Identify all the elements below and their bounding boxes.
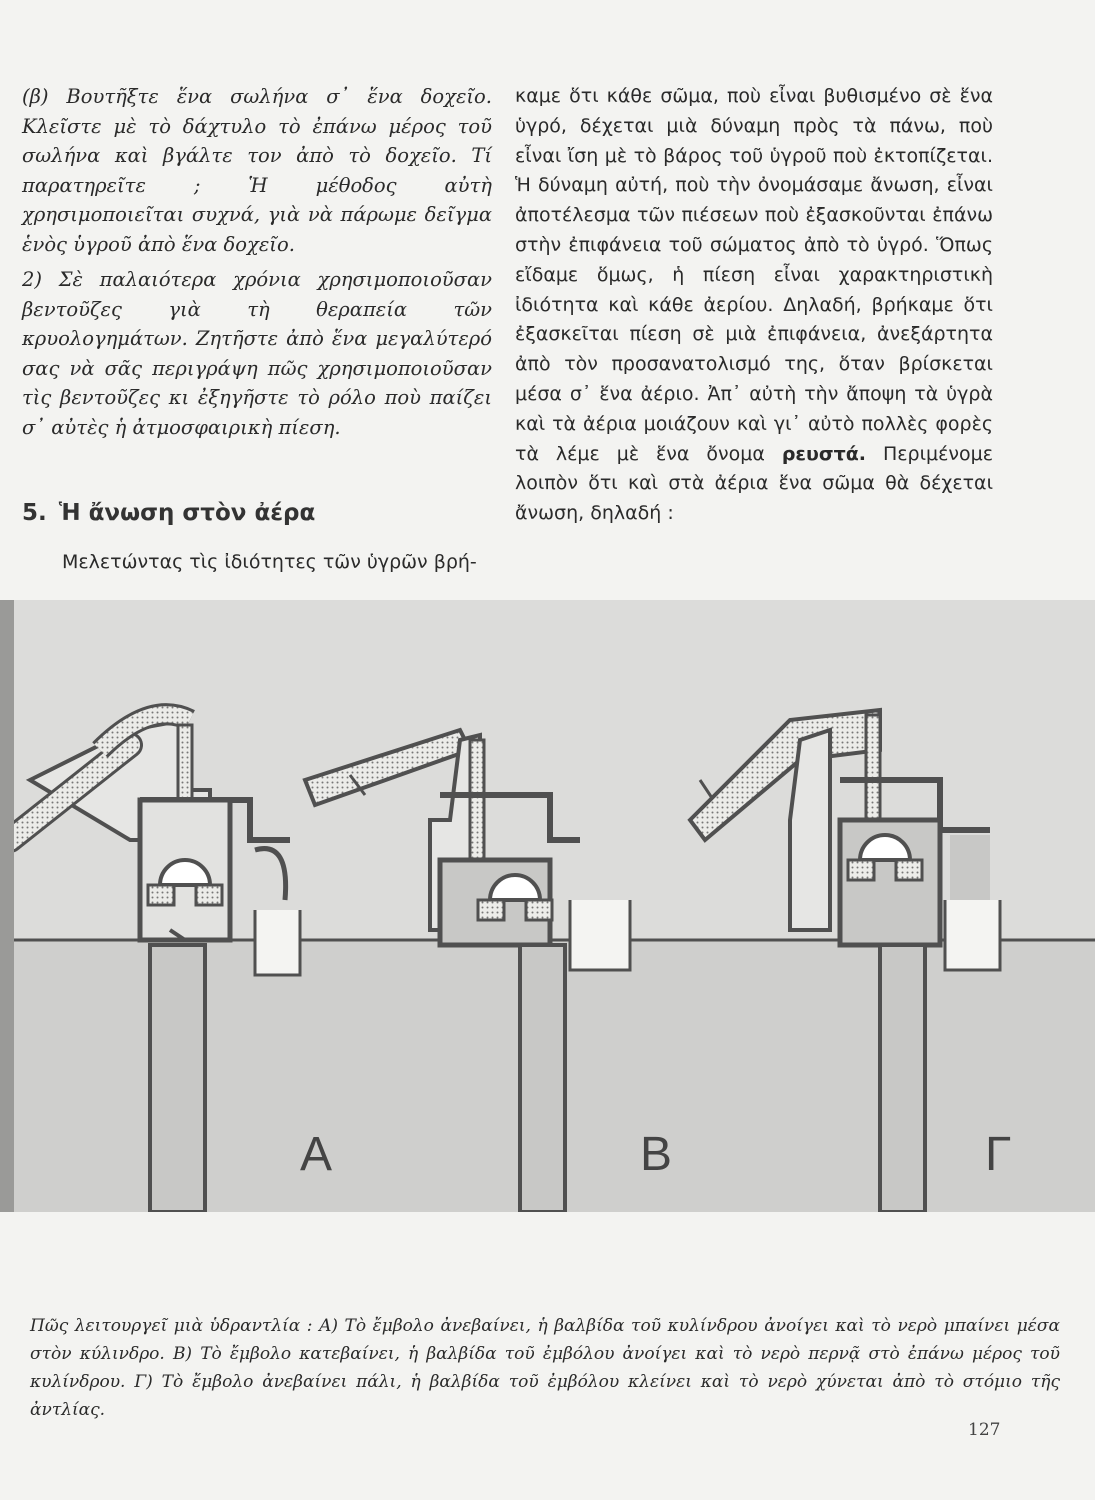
body-paragraph-start: Μελετώντας τὶς ἰδιότητες τῶν ὑγρῶν βρή-: [62, 551, 477, 573]
pump-diagram: [0, 600, 1095, 1212]
panel-label-a: A: [300, 1128, 333, 1181]
section-title: Ἡ ἄνωση στὸν ἀέρα: [58, 500, 316, 526]
figure-caption: Πῶς λειτουργεῖ μιὰ ὑδραντλία : Α) Τὸ ἔμβολο ἀνεβαίνει, ἡ βαλβίδα τοῦ κυλίνδρου ἀνοίγει καὶ τὸ νερὸ μπαίνει μέσα στὸν κύλινδρο. Β) Τὸ ἔμβολο κατεβαίνει, ἡ βαλβίδα τοῦ ἐμβόλου ἀνοίγει καὶ τὸ νερὸ περνᾷ στὸ ἐπάνω μέρος τοῦ κυλίνδρου. Γ) Τὸ ἔμβολο ἀνεβαίνει πάλι, ἡ βαλβίδα τοῦ ἐμβόλου κλείνει καὶ τὸ νερὸ χύνεται ἀπὸ τὸ στόμιο τῆς ἀντλίας.: [30, 1316, 1060, 1420]
section-heading: [22, 500, 492, 526]
panel-label-gamma: Γ: [985, 1128, 1012, 1181]
body-paragraph-continued: καμε ὅτι κάθε σῶμα, ποὺ εἶναι βυθισμένο σὲ ἕνα ὑγρό, δέχεται μιὰ δύναμη πρὸς τὰ πάνω, ποὺ εἶναι ἴση μὲ τὸ βάρος τοῦ ὑγροῦ ποὺ ἐκτοπίζεται. Ἡ δύναμη αὐτή, ποὺ τὴν ὀνομάσαμε ἄνωση, εἶναι ἀποτέλεσμα τῶν πιέσεων ποὺ ἐξασκοῦνται ἐπάνω στὴν ἐπιφάνεια τοῦ σώματος ἀπὸ τὸ ὑγρό. Ὅπως εἴδαμε ὅμως, ἡ πίεση εἶναι χαρακτηριστικὴ ἰδιότητα καὶ κάθε ἀερίου. Δηλαδή, βρήκαμε ὅτι ἐξασκεῖται πίεση σὲ μιὰ ἐπιφάνεια, ἀνεξάρτητα ἀπὸ τὸν προσανατολισμό της, ὅταν βρίσκεται μέσα σ᾽ ἕνα ἀέριο. Ἀπ᾽ αὐτὴ τὴν ἄποψη τὰ ὑγρὰ καὶ τὰ ἀέρια μοιάζουν καὶ γι᾽ αὐτὸ πολλὲς φορὲς τὰ λέμε μὲ ἕνα ὄνομα: [515, 85, 993, 465]
panel-label-b: B: [640, 1128, 673, 1181]
page-edge-shadow: [0, 600, 14, 1212]
exercise-paragraph-2: 2) Σὲ παλαιότερα χρόνια χρησιμοποιοῦσαν βεντοῦζες γιὰ τὴ θεραπεία τῶν κρυολογημάτων. Ζητῆστε ἀπὸ ἕνα μεγαλύτερό σας νὰ σᾶς περιγράψη πῶς χρησιμοποιοῦσαν τὶς βεντοῦζες κι ἐξηγῆστε τὸ ρόλο ποὺ παίζει σ᾽ αὐτὲς ἡ ἀτμοσφαιρικὴ πίεση.: [22, 268, 492, 439]
body-paragraph-end: Περιμένομε λοιπὸν ὅτι καὶ στὰ ἀέρια ἕνα σῶμα θὰ δέχεται ἄνωση, δηλαδή :: [515, 442, 993, 525]
bold-term: ρευστά.: [781, 442, 867, 465]
right-column: [515, 82, 993, 529]
pump-figure: [0, 600, 1095, 1212]
left-column: [22, 82, 492, 578]
section-number: 5.: [22, 500, 47, 526]
exercise-paragraph-beta: (β) Βουτῆξτε ἕνα σωλήνα σ᾽ ἕνα δοχεῖο. Κλεῖστε μὲ τὸ δάχτυλο τὸ ἐπάνω μέρος τοῦ σωλήνα καὶ βγάλτε τον ἀπὸ τὸ δοχεῖο. Τί παρατηρεῖτε ; Ἡ μέθοδος αὐτὴ χρησιμοποιεῖται συχνά, γιὰ νὰ πάρωμε δεῖγμα ἑνὸς ὑγροῦ ἀπὸ ἕνα δοχεῖο.: [22, 85, 492, 256]
page-number: 127: [968, 1420, 1001, 1440]
